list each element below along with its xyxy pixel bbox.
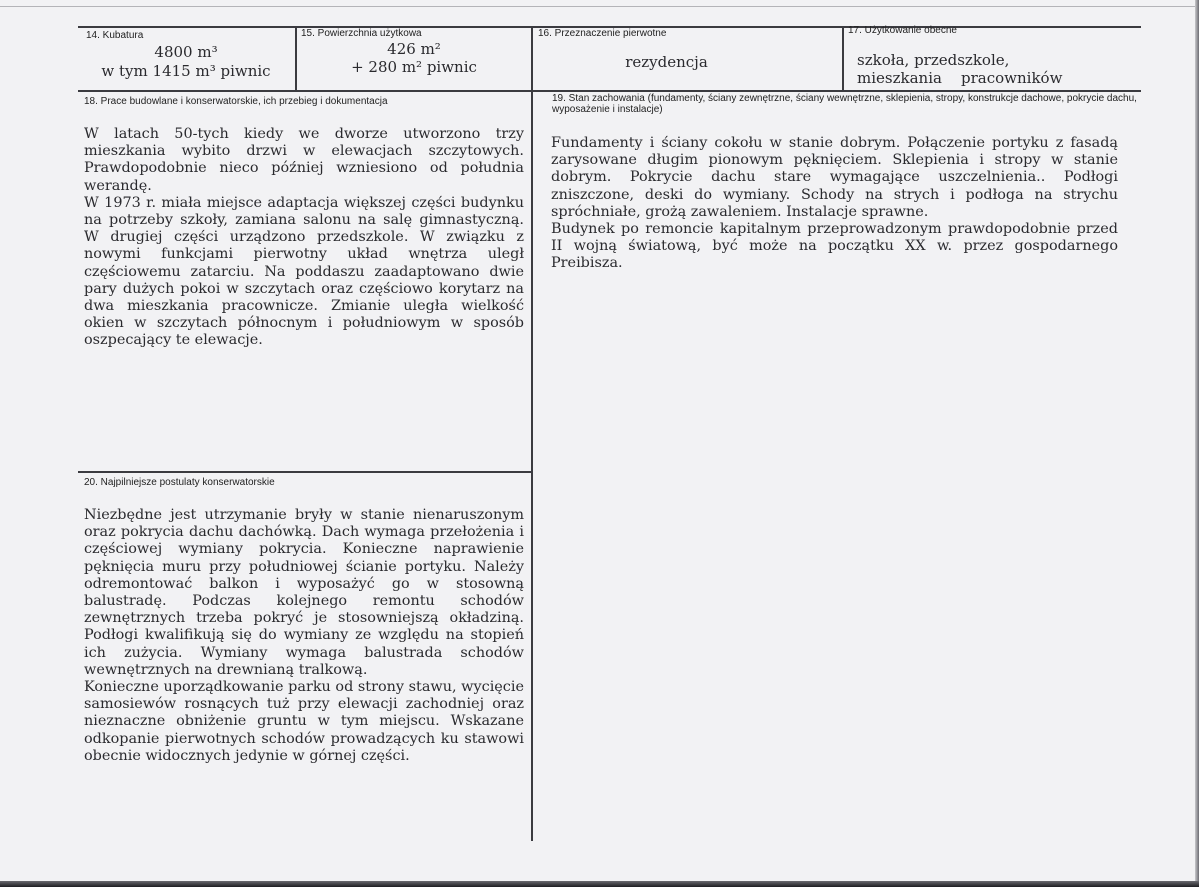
field-20-label: 20. Najpilniejsze postulaty konserwatorskie xyxy=(84,477,275,488)
field-20-paragraph: Niezbędne jest utrzymanie bryły w stanie nienaruszonym oraz pokrycia dachu dachówką. Dach wymaga przełożenia i częściowej wymiany pokrycia. Konieczne naprawienie pęknięcia muru przy południowej ścianie portyku. Należy odremontować balkon i wyposażyć go w stosowną balustradę. Podczas kolejnego remontu schodów zewnętrznych trzeba pokryć je stosowniejszą okładziną. Podłogi kwalifikują się do wymiany ze względu na stopień ich zużycia. Wymiany wymaga balustrada schodów wewnętrznych na drewnianą tralkową. xyxy=(84,507,524,678)
field-19-paragraph: Budynek po remoncie kapitalnym przeprowadzonym prawdopodobnie przed II wojną światową, być może na początku XX w. przez gospodarnego Preibisza. xyxy=(551,221,1118,272)
grid-divider-14-15 xyxy=(295,26,297,91)
scan-right-edge xyxy=(1195,0,1199,887)
field-17-label: 17. Użytkowanie obecne xyxy=(848,25,957,36)
scan-bottom-edge xyxy=(0,881,1199,887)
field-15-value-line2: + 280 m² piwnic xyxy=(351,58,477,76)
scan-top-rule xyxy=(0,6,1199,7)
field-19-text xyxy=(551,135,1118,273)
field-16-value: rezydencja xyxy=(625,53,708,71)
field-16-label: 16. Przeznaczenie pierwotne xyxy=(538,28,667,39)
field-18-paragraph: W 1973 r. miała miejsce adaptacja większej części budynku na potrzeby szkoły, zamiana salonu na salę gimnastyczną. W drugiej części urządzono przedszkole. W związku z nowymi funkcjami pierwotny układ wnętrza uległ częściowemu zatarciu. Na poddaszu zaadaptowano dwie pary dużych pokoi w szczytach oraz częściowo korytarz na dwa mieszkania pracownicze. Zmianie uległa wielkość okien w szczytach północnym i południowym w sposób oszpecający te elewacje. xyxy=(84,194,524,349)
field-19-label: 19. Stan zachowania (fundamenty, ściany zewnętrzne, ściany wewnętrzne, sklepienia, stropy, konstrukcje dachowe, pokrycie dachu, wyposażenie i instalacje) xyxy=(552,93,1137,115)
field-15-value-line1: 426 m² xyxy=(387,40,441,58)
field-15-label: 15. Powierzchnia użytkowa xyxy=(301,28,422,39)
field-17-value-line2: mieszkania pracowników xyxy=(857,69,1063,87)
field-20-text xyxy=(84,507,524,765)
grid-divider-16-17 xyxy=(842,26,844,91)
field-14-label: 14. Kubatura xyxy=(86,30,144,41)
field-14-value-line2: w tym 1415 m³ piwnic xyxy=(101,62,271,80)
grid-f18-bottom-line xyxy=(78,471,532,473)
field-20-paragraph: Konieczne uporządkowanie parku od strony stawu, wycięcie samosiewów rosnących tuż przy elewacji zachodniej oraz nieznaczne obniżenie gruntu w tym miejscu. Wskazane odkopanie pierwotnych schodów prowadzących ku stawowi obecnie widocznych jedynie w górnej części. xyxy=(84,679,524,764)
field-17-value-line1: szkoła, przedszkole, xyxy=(857,51,1010,69)
field-18-label: 18. Prace budowlane i konserwatorskie, ich przebieg i dokumentacja xyxy=(84,96,388,107)
field-18-paragraph: W latach 50-tych kiedy we dworze utworzono trzy mieszkania wybito drzwi w elewacjach szczytowych. Prawdopodobnie nieco później wzniesiono od południa werandę. xyxy=(84,126,524,194)
grid-divider-main xyxy=(531,26,533,841)
field-14-value-line1: 4800 m³ xyxy=(154,43,218,61)
grid-row1-bottom-line xyxy=(78,90,1141,92)
field-19-paragraph: Fundamenty i ściany cokołu w stanie dobrym. Połączenie portyku z fasadą zarysowane długim pionowym pęknięciem. Sklepienia i stropy w stanie dobrym. Pokrycie dachu stare wymagające uszczelnienia.. Podłogi zniszczone, deski do wymiany. Schody na strych i podłoga na strychu spróchniałe, grożą zawaleniem. Instalacje sprawne. xyxy=(551,135,1118,220)
field-18-text xyxy=(84,126,524,350)
